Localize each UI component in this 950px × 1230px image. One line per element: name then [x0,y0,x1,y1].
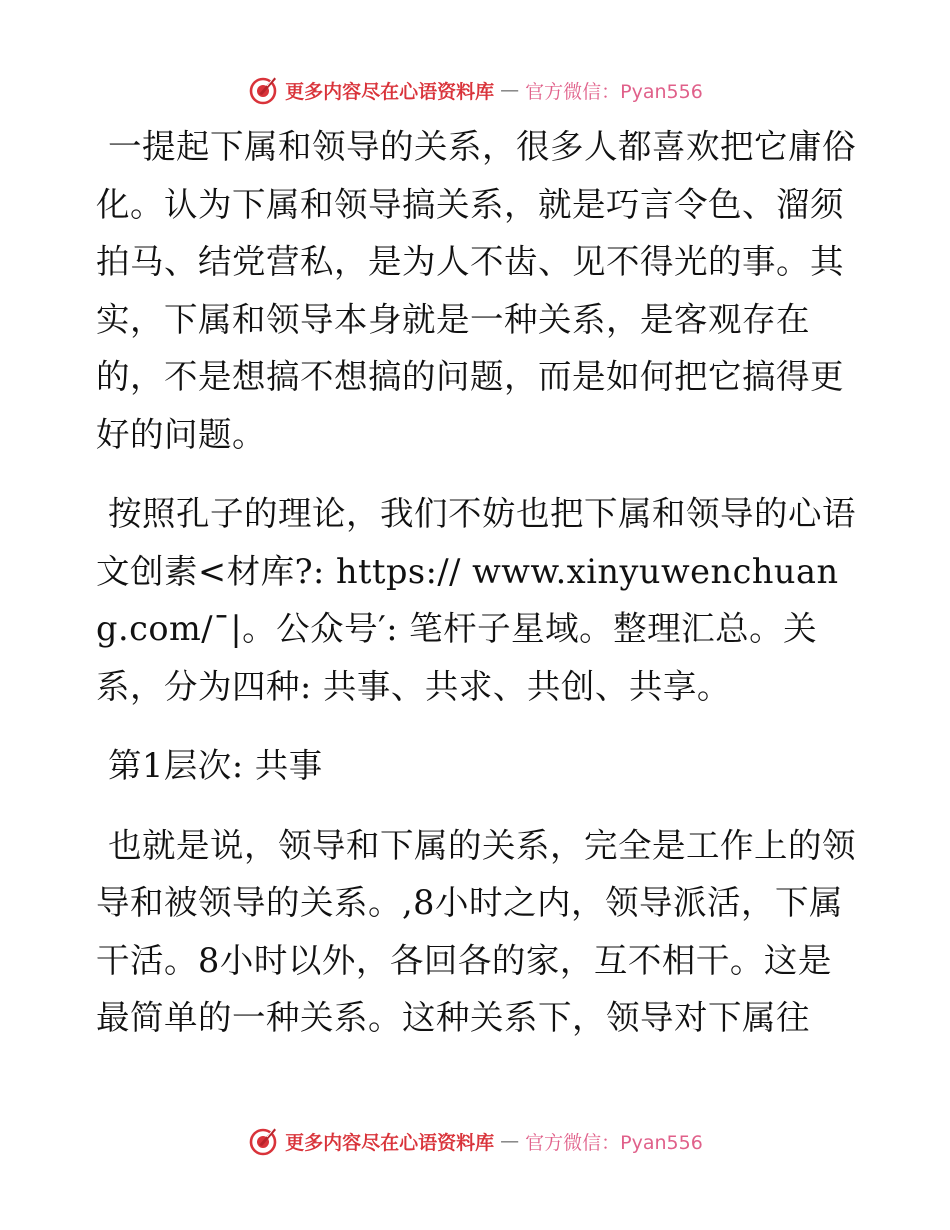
banner-wechat-text: 官方微信：Pyan556 [525,80,703,103]
quill-circle-logo-icon [247,1125,279,1157]
paragraph-intro: 一提起下属和领导的关系，很多人都喜欢把它庸俗化。认为下属和领导搞关系，就是巧言令色、溜须拍马、结党营私，是为人不齿、见不得光的事。其实，下属和领导本身就是一种关系，是客观存在的，不是想搞不想搞的问题，而是如何把它搞得更好的问题。 [96,127,856,454]
footer-banner [0,1121,950,1161]
banner-brand-text: 更多内容尽在心语资料库 [285,80,495,103]
paragraph-level-1: 也就是说，领导和下属的关系，完全是工作上的领导和被领导的关系。,8小时之内，领导派活，下属干活。8小时以外，各回各的家，互不相干。这是最简单的一种关系。这种关系下，领导对下属往 [96,825,856,1037]
banner-brand-text: 更多内容尽在心语资料库 [285,1131,495,1154]
banner-wechat-text: 官方微信：Pyan556 [525,1131,703,1154]
section-heading-level-1: 第1层次: 共事 [108,746,323,785]
document-body [96,118,856,1069]
banner-separator: — [500,1130,520,1152]
quill-circle-logo-icon [247,74,279,106]
paragraph-four-relations: 按照孔子的理论，我们不妨也把下属和领导的心语文创素<材库?: https:// www.xinyuwenchuang.com/¯|。公众号′: 笔杆子星域。整理汇总。关系，分为四种: 共事、共求、共创、共享。 [96,494,856,706]
header-banner [0,70,950,110]
banner-separator: — [500,79,520,101]
